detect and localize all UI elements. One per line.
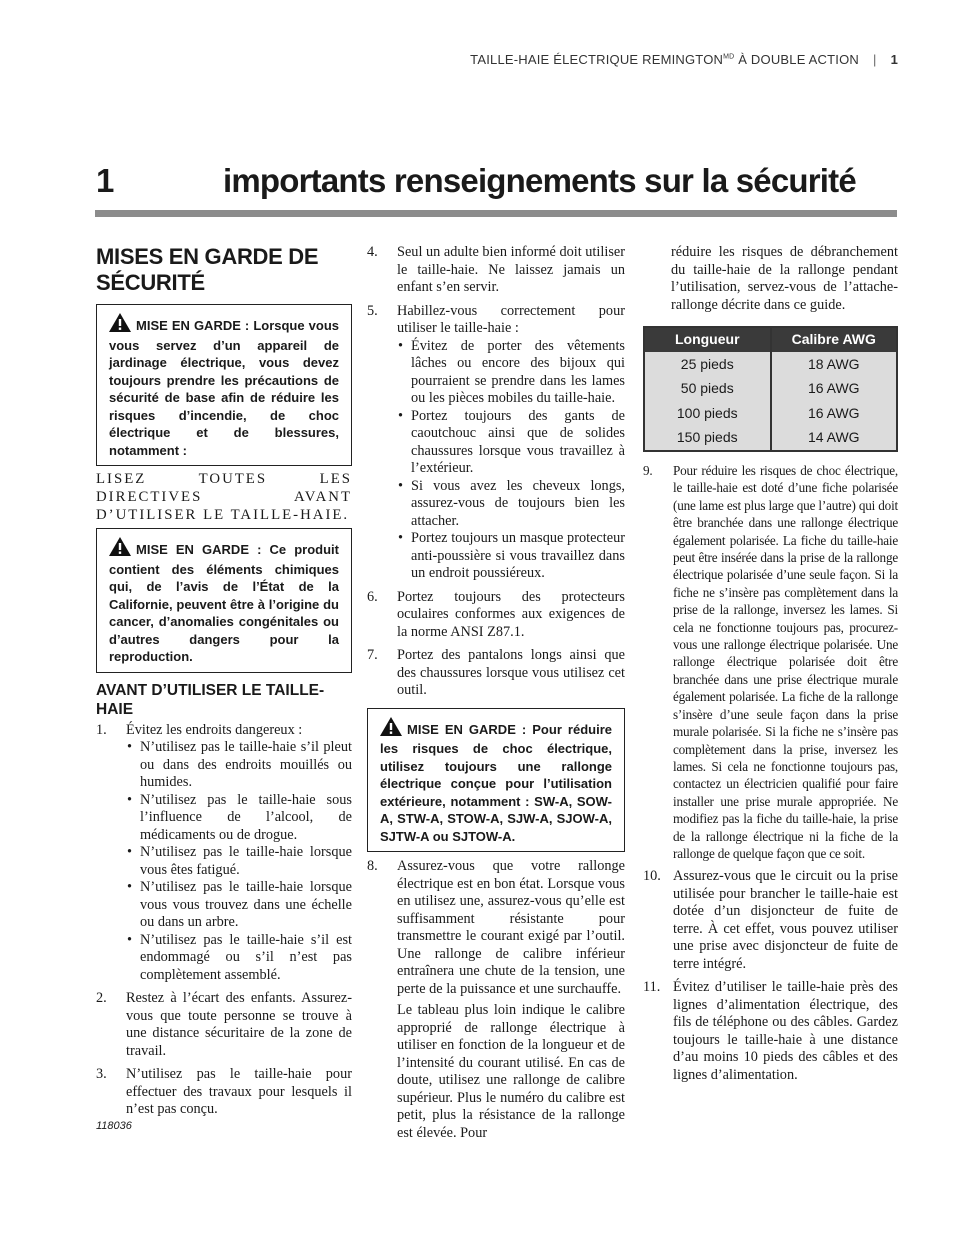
list-item [96, 990, 352, 1060]
list-item [367, 647, 625, 700]
table-cell: 50 pieds [644, 377, 771, 402]
list-item [643, 462, 898, 862]
list-item [96, 722, 352, 985]
list-item [643, 868, 898, 973]
read-instructions: LISEZ TOUTES LES DIRECTIVES AVANT D’UTILISER LE TAILLE-HAIE. [96, 471, 352, 523]
table-row [644, 352, 897, 377]
bullet-item: • N’utilisez pas le taille-haie lorsque vous vous trouvez dans une échelle ou dans un arbre. [127, 879, 352, 930]
table-row [644, 377, 897, 402]
item-text: Portez des pantalons longs ainsi que des chaussures lorsque vous utilisez cet outil. [397, 647, 625, 698]
table-cell: 16 AWG [771, 377, 898, 402]
table-cell: 25 pieds [644, 352, 771, 377]
bullet-list [397, 338, 625, 583]
item-number: 4. [367, 244, 378, 260]
table-header: Longueur [644, 327, 771, 352]
list-item [367, 244, 625, 297]
list-item [367, 303, 625, 583]
item-text: Habillez-vous correctement pour utiliser le taille-haie : [397, 302, 625, 336]
bullet-item: • Évitez de porter des vêtements lâches ou encore des bijoux qui pourraient se prendre dans les lames ou les pièces mobiles du taille-haie. [398, 337, 625, 406]
chapter-heading [96, 162, 897, 200]
column-2 [367, 244, 625, 1148]
table-cell: 14 AWG [771, 426, 898, 452]
item-text: Restez à l’écart des enfants. Assurez-vous que toute personne se trouve à une distance sécuritaire de la zone de travail. [126, 990, 352, 1059]
warning-text-2: MISE EN GARDE : Ce produit contient des éléments chimiques qui, de l’avis de l’État de la Californie, peuvent être à l’origine du cancer, d’anomalies congénitales ou d’autres dangers pour la reproduction. [109, 542, 339, 664]
column-1 [96, 244, 352, 1125]
bullet-item: • N’utilisez pas le taille-haie sous l’influence de l’alcool, de médicaments ou de drogue. [127, 791, 352, 843]
list-item [367, 858, 625, 1142]
item-text: Assurez-vous que votre rallonge électrique est en bon état. Lorsque vous en utilisez une, assurez-vous qu’elle est suffisamment résistante pour transmettre le courant exigé par l’outil. Une rallonge de calibre inférieur entraînera une chute de la tension, une perte de la puissance et une surchauffe. [397, 858, 625, 997]
item-text: Seul un adulte bien informé doit utiliser le taille-haie. Ne laissez jamais un enfant s’en servir. [397, 244, 625, 295]
item-number: 8. [367, 858, 378, 874]
item-number: 7. [367, 647, 378, 663]
safety-list-2 [367, 244, 625, 700]
warning-box-3 [367, 708, 625, 853]
list-item [643, 979, 898, 1084]
warning-text-1: MISE EN GARDE : Lorsque vous vous servez d’un appareil de jardinage électrique, vous devez toujours prendre les précautions de sécurité de base afin de réduire les risques d’incendie, de choc électrique et de blessures, notamment : [109, 318, 339, 458]
warning-text-3: MISE EN GARDE : Pour réduire les risques de choc électrique, utilisez toujours une rallonge électrique conçue pour l’utilisation extérieure, notamment : SW-A, SOW-A, STW-A, STOW-A, SJW-A, SJOW-A, SJTW-A ou SJTOW-A. [380, 721, 612, 844]
list-item [96, 1066, 352, 1119]
header-title: TAILLE-HAIE ÉLECTRIQUE $REMINGTON^{MD}$ À DOUBLE ACTION [470, 52, 859, 67]
bullet-item: • Si vous avez les cheveux longs, assurez-vous de toujours bien les attacher. [398, 477, 625, 529]
header-separator: | [872, 52, 877, 67]
subsection-title: AVANT D’UTILISER LE TAILLE-HAIE [96, 681, 325, 718]
warning-triangle-icon [109, 313, 131, 337]
bullet-item: • N’utilisez pas le taille-haie lorsque vous êtes fatigué. [127, 844, 352, 878]
item-number: 6. [367, 588, 378, 605]
warning-triangle-icon [380, 717, 402, 741]
item-number: 11. [643, 979, 661, 996]
item-number: 5. [367, 302, 378, 319]
warning-box-2 [96, 528, 352, 673]
safety-list-1 [96, 722, 352, 1119]
item-text: Évitez les endroits dangereux : [126, 721, 303, 738]
chapter-rule [95, 210, 897, 217]
item-paragraph: Le tableau plus loin indique le calibre approprié de rallonge électrique à utiliser en fonction de la longueur et de l’intensité du courant utilisé. En cas de doute, utilisez une rallonge de calibre supérieur. Plus le numéro du calibre est petit, plus la résistance de la rallonge est élevée. Pour [397, 1002, 625, 1141]
table-cell: 150 pieds [644, 426, 771, 452]
running-header [470, 52, 898, 67]
page-number: 1 [890, 52, 898, 67]
column-3 [643, 244, 898, 1090]
table-cell: 100 pieds [644, 401, 771, 426]
item-number: 2. [96, 990, 107, 1006]
warning-box-1 [96, 304, 352, 466]
extension-cord-table [643, 326, 898, 452]
warning-triangle-icon [109, 537, 131, 561]
section-title: MISES EN GARDE DE SÉCURITÉ [96, 244, 319, 295]
bullet-item: • N’utilisez pas le taille-haie s’il est endommagé ou s’il n’est pas complètement assemblé. [127, 931, 352, 983]
table-row [644, 426, 897, 452]
item-text: Portez toujours des protecteurs oculaires conformes aux exigences de la norme ANSI Z87.1. [397, 588, 625, 640]
chapter-title: importants renseignements sur la sécurité [223, 162, 856, 199]
continued-text: réduire les risques de débranchement du taille-haie de la rallonge pendant l’utilisation, servez-vous de l’attache-rallonge décrite dans ce guide. [671, 244, 898, 313]
item-text: Pour réduire les risques de choc électrique, le taille-haie est doté d’une fiche polarisée (une lame est plus large que l’autre) qui doit être branchée dans une rallonge électrique également polarisée. La fiche du taille-haie peut être insérée dans la prise de la rallonge électrique polarisée d’une seule façon. Si la fiche ne s’insère pas complètement dans la prise de la rallonge, inversez les lames. Si cela ne fonctionne toujours pas, procurez-vous une rallonge électrique polarisée. Une rallonge électrique polarisée doit être branchée dans une prise électrique murale également polarisée. La fiche de la rallonge s’insère d’une seule façon dans la prise murale polarisée. Si la fiche ne s’insère pas complètement dans la prise, inversez les lames. Si cela ne fonctionne toujours pas, contactez un électricien qualifié pour faire installer une prise murale appropriée. Ne modifiez pas la fiche du taille-haie, la prise de la rallonge électrique ni la fiche de la rallonge de quelque façon que ce soit. [673, 463, 898, 861]
list-item [367, 589, 625, 642]
item-number: 10. [643, 868, 661, 885]
bullet-list [126, 739, 352, 984]
bullet-item: • Portez toujours des gants de caoutchouc ainsi que de solides chaussures lorsque vous travaillez à l’extérieur. [398, 407, 625, 476]
item-number: 3. [96, 1066, 107, 1082]
item-number: 9. [643, 463, 653, 478]
safety-list-3 [367, 858, 625, 1142]
safety-list-4 [643, 462, 898, 1084]
item-text: Évitez d’utiliser le taille-haie près des lignes d’alimentation électrique, des fils de téléphone ou des câbles. Gardez toujours le taille-haie à une distance d’au moins 10 pieds des câbles et des lignes d’alimentation. [673, 979, 898, 1083]
table-cell: 18 AWG [771, 352, 898, 377]
table-header: Calibre AWG [771, 327, 898, 352]
item-text: N’utilisez pas le taille-haie pour effectuer des travaux pour lesquels il n’est pas conçu. [126, 1066, 352, 1117]
item-number: 1. [96, 721, 107, 738]
table-row [644, 401, 897, 426]
bullet-item: • Portez toujours un masque protecteur anti-poussière si vous travaillez dans un endroit poussiéreux. [398, 530, 625, 581]
chapter-number: 1 [96, 162, 114, 199]
table-cell: 16 AWG [771, 401, 898, 426]
bullet-item: • N’utilisez pas le taille-haie s’il pleut ou dans des endroits mouillés ou humides. [127, 739, 352, 790]
item-text: Assurez-vous que le circuit ou la prise utilisée pour brancher le taille-haie est dotée d’un disjoncteur de fuite de terre. À cet effet, vous pouvez utiliser une prise avec disjoncteur de fuite de terre intégré. [673, 868, 898, 972]
document-code: 118036 [96, 1120, 132, 1132]
